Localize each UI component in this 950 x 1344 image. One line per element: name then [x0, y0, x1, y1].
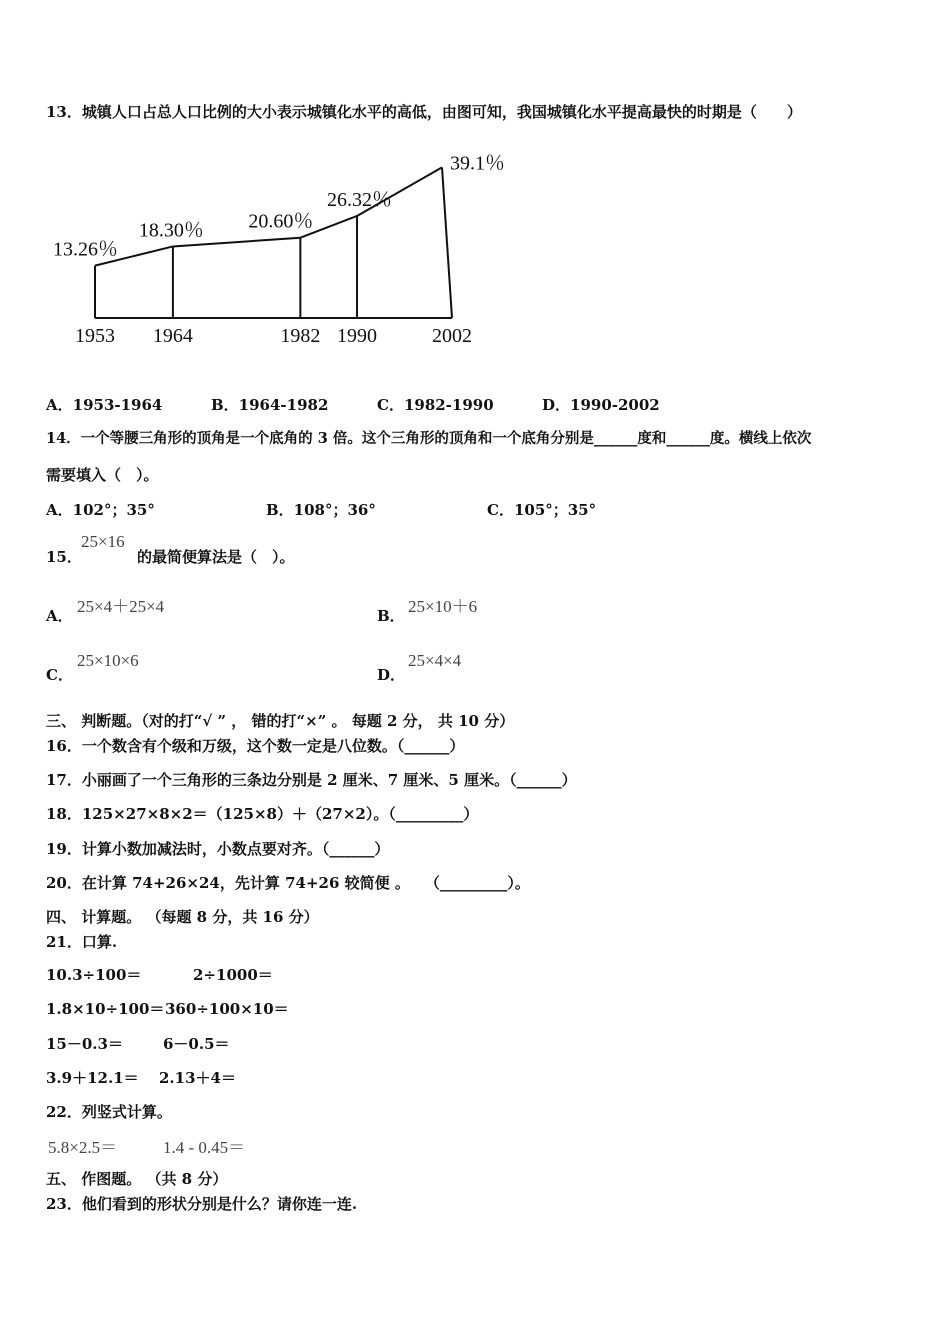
- q15-number: 15．: [46, 548, 82, 566]
- q15-option-b-expr[interactable]: 25×10＋6: [408, 597, 478, 616]
- oral-1b: 2÷1000＝: [193, 966, 273, 984]
- chart-value-label: 39.1％: [450, 152, 505, 175]
- oral-1a: 10.3÷100＝: [46, 966, 142, 984]
- q15-option-d-label[interactable]: D．: [377, 666, 406, 684]
- chart-value-label: 20.60％: [248, 210, 314, 233]
- oral-2a: 1.8×10÷100＝: [46, 1000, 165, 1018]
- q14-line1: 14．一个等腰三角形的顶角是一个底角的 3 倍。这个三角形的顶角和一个底角分别是______度和______度。横线上依次: [46, 430, 812, 447]
- section5-title: 五、 作图题。 （共 8 分）: [46, 1170, 228, 1188]
- q19: 19．计算小数加减法时，小数点要对齐。（______）: [46, 840, 390, 858]
- section4-title: 四、 计算题。 （每题 8 分，共 16 分）: [46, 908, 319, 926]
- q14-option-c[interactable]: C．105°；35°: [487, 501, 597, 519]
- q22: 22．列竖式计算。: [46, 1103, 172, 1121]
- q15-option-d-expr[interactable]: 25×4×4: [408, 651, 462, 670]
- q23: 23．他们看到的形状分别是什么？请你连一连.: [46, 1195, 358, 1213]
- q16: 16．一个数含有个级和万级，这个数一定是八位数。（______）: [46, 737, 465, 755]
- chart-x-tick-label: 2002: [432, 325, 472, 347]
- q15-stem: 的最简便算法是（ ）。: [137, 548, 295, 566]
- q15-expression: 25×16: [81, 532, 125, 551]
- oral-4b: 2.13＋4＝: [159, 1069, 236, 1087]
- chart-x-tick-label: 1953: [75, 325, 115, 347]
- chart-value-label: 13.26％: [53, 238, 118, 261]
- q15-option-a-label[interactable]: A．: [46, 607, 73, 625]
- oral-4a: 3.9＋12.1＝: [46, 1069, 139, 1087]
- chart-value-label: 26.32％: [327, 188, 393, 211]
- section3-title: 三、 判断题。（对的打“√ ” ， 错的打“×” 。 每题 2 分， 共 10 分）: [46, 712, 515, 730]
- chart-x-tick-label: 1982: [280, 325, 321, 347]
- q15-option-c-expr[interactable]: 25×10×6: [77, 651, 139, 670]
- chart-x-tick-label: 1964: [152, 325, 193, 347]
- q13-option-c[interactable]: C．1982-1990: [377, 396, 494, 414]
- chart-x-tick-label: 1990: [337, 325, 378, 347]
- q13-option-b[interactable]: B．1964-1982: [211, 396, 329, 414]
- q20: 20．在计算 74+26×24，先计算 74+26 较简便 。 （_________）。: [46, 874, 530, 892]
- q15-option-a-expr[interactable]: 25×4＋25×4: [77, 597, 165, 616]
- q13-stem: 13．城镇人口占总人口比例的大小表示城镇化水平的高低，由图可知，我国城镇化水平提高最快的时期是（ ）: [46, 103, 802, 121]
- oral-3a: 15－0.3＝: [46, 1035, 123, 1053]
- q14-option-a[interactable]: A．102°；35°: [46, 501, 155, 519]
- q13-option-a[interactable]: A．1953-1964: [46, 396, 163, 414]
- vertical-1: 5.8×2.5＝: [48, 1138, 118, 1157]
- q21: 21．口算.: [46, 933, 118, 951]
- q14-line2: 需要填入（ ）。: [46, 466, 159, 484]
- urbanization-chart: [40, 148, 540, 358]
- q15-option-c-label[interactable]: C．: [46, 666, 73, 684]
- vertical-2: 1.4 - 0.45＝: [163, 1138, 246, 1157]
- q17: 17．小丽画了一个三角形的三条边分别是 2 厘米、7 厘米、5 厘米。（______）: [46, 771, 577, 789]
- q13-option-d[interactable]: D．1990-2002: [542, 396, 660, 414]
- oral-2b: 360÷100×10＝: [165, 1000, 289, 1018]
- chart-value-label: 18.30％: [138, 219, 204, 242]
- chart-vertical-line: [442, 167, 452, 318]
- q18: 18．125×27×8×2＝（125×8）＋（27×2）。（_________）: [46, 805, 479, 823]
- q14-option-b[interactable]: B．108°；36°: [266, 501, 376, 519]
- q15-option-b-label[interactable]: B．: [377, 607, 405, 625]
- oral-3b: 6－0.5＝: [163, 1035, 230, 1053]
